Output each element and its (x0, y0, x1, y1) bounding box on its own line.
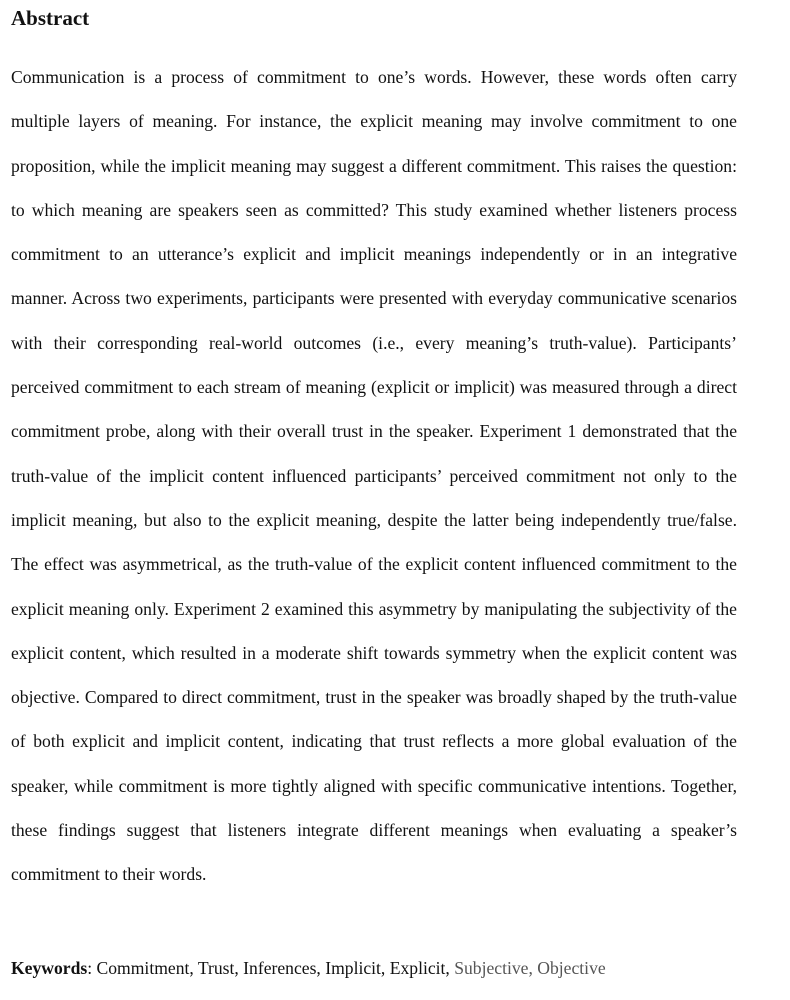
keywords-secondary: Subjective, Objective (449, 958, 606, 978)
keywords-label: Keywords (11, 958, 88, 978)
abstract-section (11, 4, 737, 897)
keywords-primary: Commitment, Trust, Inferences, Implicit, Explicit, (92, 958, 450, 978)
keywords-line (11, 954, 606, 982)
abstract-body: Communication is a process of commitment to one’s words. However, these words often carry multiple layers of meaning. For instance, the explicit meaning may involve commitment to one proposition, while the implicit meaning may suggest a different commitment. This raises the question: to which meaning are speakers seen as committed? This study examined whether listeners process commitment to an utterance’s explicit and implicit meanings independently or in an integrative manner. Across two experiments, participants were presented with everyday communicative scenarios with their corresponding real-world outcomes (i.e., every meaning’s truth-value). Participants’ perceived commitment to each stream of meaning (explicit or implicit) was measured through a direct commitment probe, along with their overall trust in the speaker. Experiment 1 demonstrated that the truth-value of the implicit content influenced participants’ perceived commitment not only to the implicit meaning, but also to the explicit meaning, despite the latter being independently true/false. The effect was asymmetrical, as the truth-value of the explicit content influenced commitment to the explicit meaning only. Experiment 2 examined this asymmetry by manipulating the subjectivity of the explicit content, which resulted in a moderate shift towards symmetry when the explicit content was objective. Compared to direct commitment, trust in the speaker was broadly shaped by the truth-value of both explicit and implicit content, indicating that trust reflects a more global evaluation of the speaker, while commitment is more tightly aligned with specific communicative intentions. Together, these findings suggest that listeners integrate different meanings when evaluating a speaker’s commitment to their words. (11, 67, 737, 885)
abstract-heading: Abstract (11, 6, 90, 30)
keywords-separator: : (87, 958, 93, 978)
